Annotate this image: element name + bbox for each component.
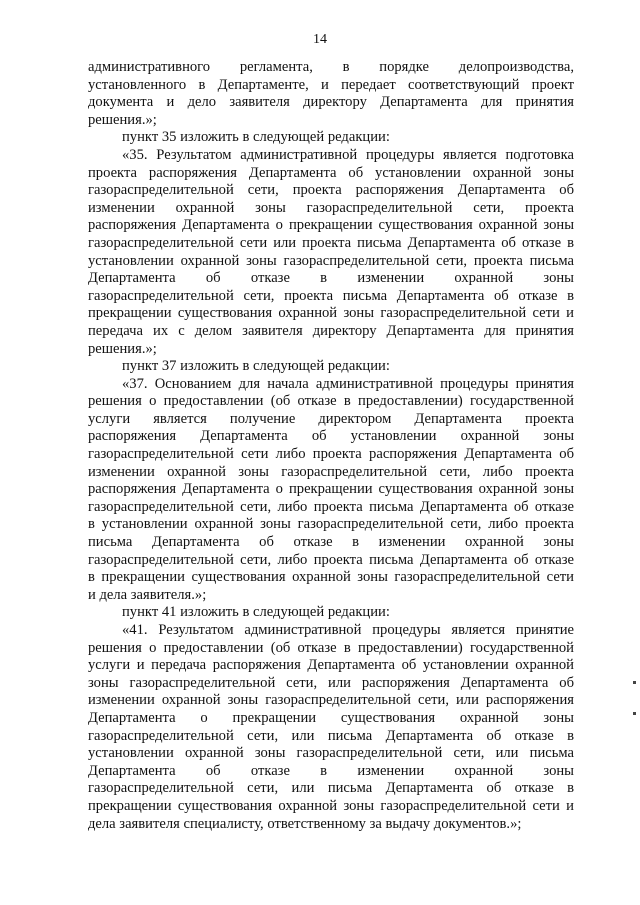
- text-line: проекта распоряжения Департамента об установлении охранной зоны: [88, 164, 574, 181]
- text-line: в установлении охранной зоны газораспределительной сети, либо проекта: [88, 516, 574, 533]
- text-line: распоряжения Департамента об установлении охранной зоны: [88, 428, 574, 445]
- text-line: Департамента о прекращении существования охранной зоны: [88, 709, 574, 726]
- text-line: услуги является получение директором Департамента проекта: [88, 410, 574, 427]
- text-line: газораспределительной сети, или письма Департамента об отказе в: [88, 780, 574, 797]
- text-line: «41. Результатом административной процедуры является принятие: [122, 622, 574, 638]
- scan-edge-mark: [633, 712, 636, 715]
- text-line: решения.»;: [88, 340, 157, 357]
- text-line: прекращении существования охранной зоны газораспределительной сети и: [88, 305, 574, 322]
- text-line: дела заявителя специалисту, ответственному за выдачу документов.»;: [88, 815, 522, 832]
- text-line: изменении охранной зоны газораспределительной сети, либо проекта: [88, 463, 574, 480]
- text-line: и дела заявителя.»;: [88, 586, 207, 603]
- text-line: изменении охранной зоны газораспределительной сети, или распоряжения: [88, 692, 574, 709]
- text-line: решения.»;: [88, 111, 157, 128]
- text-line: Департамента об отказе в изменении охранной зоны: [88, 270, 574, 287]
- text-line: в прекращении существования охранной зоны газораспределительной сети: [88, 569, 574, 586]
- text-line: установлении охранной зоны газораспределительной сети, или письма: [88, 745, 574, 762]
- text-line: услуги и передача распоряжения Департамента об установлении охранной: [88, 657, 574, 674]
- text-line: пункт 35 изложить в следующей редакции:: [122, 129, 390, 146]
- page-number: 14: [313, 32, 327, 47]
- text-line: газораспределительной сети, проекта письма Департамента об отказе в: [88, 287, 574, 304]
- text-line: распоряжения Департамента о прекращении существования охранной зоны: [88, 217, 574, 234]
- text-line: административного регламента, в порядке делопроизводства,: [88, 59, 574, 75]
- text-line: установлении охранной зоны газораспределительной сети, проекта письма: [88, 252, 574, 269]
- text-line: установленного в Департаменте, и передает соответствующий проект: [88, 76, 574, 93]
- text-line: газораспределительной сети, или письма Департамента об отказе в: [88, 727, 574, 744]
- text-line: газораспределительной сети либо проекта распоряжения Департамента об: [88, 446, 574, 463]
- document-body: [88, 59, 574, 833]
- scan-edge-mark: [633, 681, 636, 684]
- text-line: «37. Основанием для начала административной процедуры принятия: [122, 375, 574, 392]
- text-line: «35. Результатом административной процедуры является подготовка: [122, 146, 574, 163]
- text-line: газораспределительной сети, либо проекта письма Департамента об отказе: [88, 498, 574, 515]
- text-line: пункт 41 изложить в следующей редакции:: [122, 604, 390, 621]
- text-line: прекращении существования охранной зоны газораспределительной сети и: [88, 797, 574, 814]
- text-line: решения о предоставлении (об отказе в предоставлении) государственной: [88, 639, 574, 656]
- text-line: документа и дело заявителя директору Департамента для принятия: [88, 94, 574, 111]
- text-line: изменении охранной зоны газораспределительной сети, проекта: [88, 199, 574, 216]
- text-line: передача их с делом заявителя директору Департамента для принятия: [88, 322, 574, 339]
- text-line: газораспределительной сети или проекта письма Департамента об отказе в: [88, 234, 574, 251]
- text-line: зоны газораспределительной сети, или распоряжения Департамента об: [88, 674, 574, 691]
- text-line: газораспределительной сети, либо проекта письма Департамента об отказе: [88, 551, 574, 568]
- text-line: решения о предоставлении (об отказе в предоставлении) государственной: [88, 393, 574, 410]
- text-line: Департамента об отказе в изменении охранной зоны: [88, 762, 574, 779]
- text-line: письма Департамента об отказе в изменении охранной зоны: [88, 534, 574, 551]
- text-line: распоряжения Департамента о прекращении существования охранной зоны: [88, 481, 574, 498]
- text-line: пункт 37 изложить в следующей редакции:: [122, 358, 390, 375]
- text-line: газораспределительной сети, проекта распоряжения Департамента об: [88, 182, 574, 199]
